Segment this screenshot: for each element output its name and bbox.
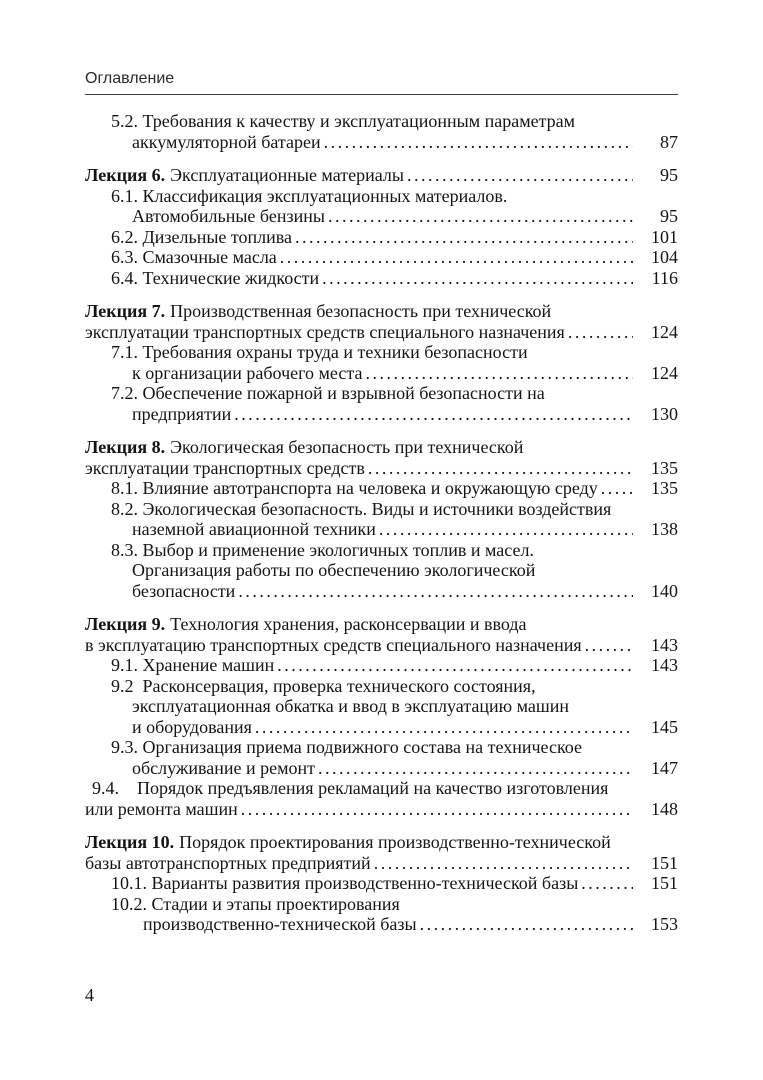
toc-line (85, 322, 678, 343)
toc-line (85, 478, 678, 499)
toc-line (85, 614, 678, 635)
toc-text: 8.1. Влияние автотранспорта на человека и окружающую среду (111, 478, 598, 498)
toc-line (85, 165, 678, 186)
dotted-leader (321, 132, 633, 153)
toc-line (85, 914, 678, 935)
lecture-label: Лекция 8. (85, 437, 166, 457)
dotted-leader (578, 873, 633, 894)
toc-text: 10.1. Варианты развития производственно-технической базы (111, 873, 579, 893)
toc-list (85, 111, 678, 935)
toc-line (85, 832, 678, 853)
toc-line (85, 581, 678, 602)
page-number: 145 (651, 716, 678, 737)
lecture-label: Лекция 6. (85, 165, 166, 185)
toc-entry-7.2 (85, 383, 678, 424)
toc-text: аккумуляторной батареи (132, 131, 321, 152)
page-number: 95 (660, 206, 678, 226)
toc-entry-8.1 (85, 478, 678, 499)
dotted-leader (417, 914, 633, 935)
dotted-leader (274, 655, 633, 676)
toc-text: 8.2. Экологическая безопасность. Виды и источники воздействия (111, 498, 612, 519)
toc-line (85, 404, 678, 425)
toc-text: 7.2. Обеспечение пожарной и взрывной безопасности на (111, 383, 545, 403)
toc-text: Организация работы по обеспечению экологической (132, 560, 536, 580)
toc-entry-8.3 (85, 540, 678, 602)
dotted-leader (231, 404, 633, 425)
toc-line (85, 519, 678, 540)
toc-text: 9.3. Организация приема подвижного состава на техническое (111, 737, 582, 757)
toc-text: 6.3. Смазочные масла (111, 247, 277, 267)
toc-text: обслуживание и ремонт (132, 757, 315, 778)
toc-text: 5.2. Требования к качеству и эксплуатационным параметрам (111, 111, 576, 131)
toc-line (85, 301, 678, 322)
toc-line (85, 696, 678, 717)
toc-line (85, 186, 678, 207)
toc-line (85, 635, 678, 656)
toc-line (85, 363, 678, 384)
toc-entry-10.2 (85, 894, 678, 935)
toc-line (85, 499, 678, 520)
page-number: 153 (651, 914, 678, 934)
page-number: 151 (651, 852, 678, 873)
page-number: 130 (651, 403, 678, 424)
toc-line (85, 799, 678, 820)
dotted-leader (252, 717, 633, 738)
toc-line (85, 853, 678, 874)
toc-entry-10.1 (85, 873, 678, 894)
lecture-label: Лекция 9. (85, 614, 166, 634)
toc-text: эксплуатации транспортных средств специального назначения (85, 321, 565, 342)
toc-text: 7.1. Требования охраны труда и техники безопасности (111, 342, 528, 362)
dotted-leader (325, 206, 633, 227)
toc-entry-lecture-8 (85, 437, 678, 478)
page-number: 124 (651, 362, 678, 383)
toc-line (85, 717, 678, 738)
dotted-leader (365, 458, 633, 479)
toc-line (85, 737, 678, 758)
toc-line (85, 437, 678, 458)
dotted-leader (404, 165, 633, 186)
toc-text: эксплуатации транспортных средств (85, 457, 365, 478)
page-number: 87 (660, 131, 678, 152)
toc-text: 6.4. Технические жидкости (111, 267, 320, 288)
page-number: 104 (651, 247, 678, 267)
toc-text: 6.1. Классификация эксплуатационных материалов. (111, 185, 508, 206)
toc-line (85, 342, 678, 363)
toc-line (85, 111, 678, 132)
page-number: 143 (651, 655, 678, 675)
dotted-leader (238, 799, 633, 820)
toc-text: Автомобильные бензины (132, 206, 325, 226)
dotted-leader (277, 247, 633, 268)
toc-text: наземной авиационной техники (132, 519, 376, 539)
dotted-leader (376, 519, 633, 540)
dotted-leader (292, 227, 633, 248)
toc-text: Технология хранения, расконсервации и ввода (170, 614, 527, 634)
toc-entry-9.3 (85, 737, 678, 778)
toc-entry-lecture-7 (85, 301, 678, 342)
lecture-label: Лекция 7. (85, 301, 166, 321)
toc-text: 9.2 Расконсервация, проверка технического состояния, (111, 675, 536, 696)
toc-entry-lecture-9 (85, 614, 678, 655)
dotted-leader (235, 581, 633, 602)
page-number: 140 (651, 580, 678, 601)
toc-entry-9.1 (85, 655, 678, 676)
dotted-leader (362, 363, 633, 384)
toc-entry-lecture-6 (85, 165, 678, 186)
toc-entry-7.1 (85, 342, 678, 383)
toc-text: к организации рабочего места (132, 362, 363, 383)
toc-text: Порядок проектирования производственно-технической (179, 832, 611, 852)
toc-text: эксплуатационная обкатка и ввод в эксплуатацию машин (132, 696, 570, 716)
toc-text: предприятии (132, 403, 232, 424)
page-number: 151 (651, 873, 678, 893)
toc-text: Экологическая безопасность при технической (170, 437, 524, 457)
toc-line (85, 676, 678, 697)
toc-text: Производственная безопасность при технической (170, 301, 552, 321)
toc-text: 9.1. Хранение машин (111, 655, 275, 675)
dotted-leader (598, 478, 633, 499)
toc-text: базы автотранспортных предприятий (85, 852, 371, 873)
toc-entry-8.2 (85, 499, 678, 540)
toc-text: в эксплуатацию транспортных средств специального назначения (85, 634, 582, 655)
toc-entry-lecture-10 (85, 832, 678, 873)
page-number: 147 (651, 757, 678, 778)
toc-line (85, 268, 678, 289)
page-number: 101 (651, 226, 678, 247)
toc-text: Эксплуатационные материалы (170, 165, 404, 185)
toc-line (85, 560, 678, 581)
toc-line (85, 383, 678, 404)
toc-entry-5.2 (85, 111, 678, 152)
toc-line (85, 247, 678, 268)
lecture-label: Лекция 10. (85, 832, 175, 852)
page-number: 138 (651, 519, 678, 539)
dotted-leader (582, 635, 633, 656)
toc-line (85, 655, 678, 676)
footer-page-number: 4 (85, 985, 94, 1005)
toc-text: или ремонта машин (85, 798, 238, 819)
toc-entry-6.3 (85, 247, 678, 268)
page-number: 135 (651, 478, 678, 498)
page-number: 95 (660, 165, 678, 185)
toc-text: безопасности (132, 580, 236, 601)
dotted-leader (315, 758, 633, 779)
toc-entry-6.2 (85, 227, 678, 248)
toc-line (85, 206, 678, 227)
toc-text: 9.4. Порядок предъявления рекламаций на качество изготовления (92, 778, 609, 798)
page-number: 143 (651, 634, 678, 655)
toc-line (85, 132, 678, 153)
page-content (85, 70, 678, 935)
toc-entry-6.4 (85, 268, 678, 289)
dotted-leader (371, 853, 633, 874)
toc-entry-9.2 (85, 676, 678, 738)
toc-text: 8.3. Выбор и применение экологичных топлив и масел. (111, 539, 534, 560)
dotted-leader (319, 268, 633, 289)
page-header: Оглавление (85, 70, 678, 95)
toc-line (85, 894, 678, 915)
page-number: 148 (651, 798, 678, 819)
dotted-leader (565, 322, 633, 343)
toc-text: и оборудования (132, 716, 252, 737)
toc-entry-9.4 (85, 778, 678, 819)
toc-text: 6.2. Дизельные топлива (111, 226, 293, 247)
toc-line (85, 758, 678, 779)
toc-line (85, 458, 678, 479)
page-number: 135 (651, 457, 678, 478)
toc-line (85, 540, 678, 561)
toc-text: производственно-технической базы (143, 914, 417, 934)
page-number: 124 (651, 321, 678, 342)
toc-line (85, 227, 678, 248)
toc-entry-6.1 (85, 186, 678, 227)
toc-line (85, 873, 678, 894)
toc-line (85, 778, 678, 799)
page-number: 116 (651, 267, 678, 288)
toc-text: 10.2. Стадии и этапы проектирования (111, 893, 400, 914)
